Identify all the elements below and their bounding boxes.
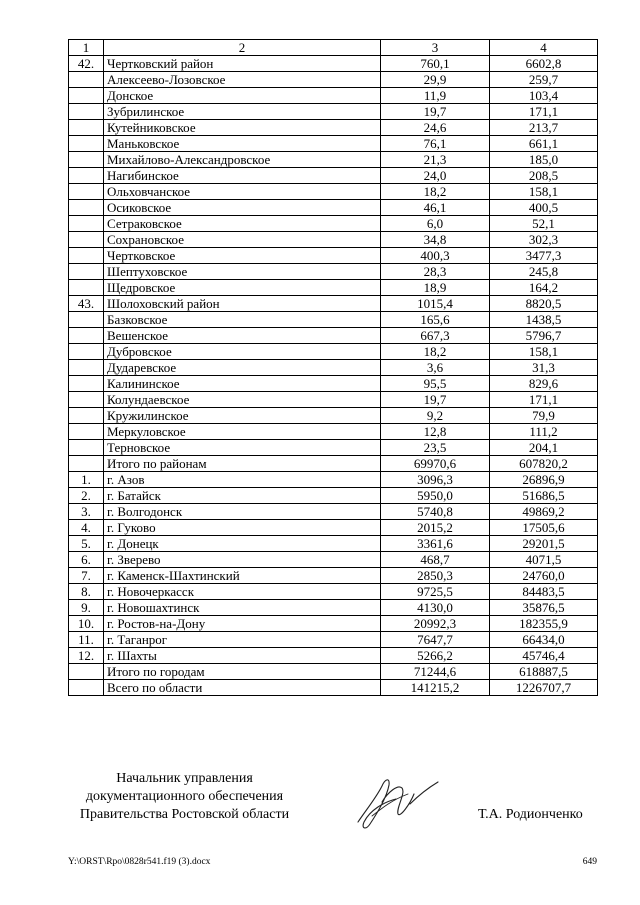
value-col4-cell: 661,1 [490,136,598,152]
row-number-cell: 6. [69,552,104,568]
value-col3-cell: 5740,8 [381,504,490,520]
table-row [69,72,598,88]
value-col3-cell: 29,9 [381,72,490,88]
row-number-cell [69,664,104,680]
row-number-cell [69,328,104,344]
table-row [69,200,598,216]
row-number-cell [69,264,104,280]
value-col4-cell: 208,5 [490,168,598,184]
row-number-cell [69,216,104,232]
name-cell: Сетраковское [104,216,381,232]
table-row [69,568,598,584]
row-number-cell: 42. [69,56,104,72]
value-col4-cell: 245,8 [490,264,598,280]
value-col3-cell: 71244,6 [381,664,490,680]
value-col3-cell: 19,7 [381,392,490,408]
table-body [69,40,598,696]
value-col3-cell: 12,8 [381,424,490,440]
value-col4-cell: 84483,5 [490,584,598,600]
value-col4-cell: 6602,8 [490,56,598,72]
row-number-cell: 8. [69,584,104,600]
name-cell: Калининское [104,376,381,392]
value-col3-cell: 46,1 [381,200,490,216]
name-cell: г. Волгодонск [104,504,381,520]
table-row [69,536,598,552]
value-col3-cell: 4130,0 [381,600,490,616]
row-number-cell [69,456,104,472]
name-cell: г. Гуково [104,520,381,536]
table-row [69,360,598,376]
name-cell: Шолоховский район [104,296,381,312]
name-cell: Кутейниковское [104,120,381,136]
table-row [69,312,598,328]
row-number-cell: 5. [69,536,104,552]
value-col4-cell: 259,7 [490,72,598,88]
value-col4-cell: 31,3 [490,360,598,376]
table-row [69,392,598,408]
value-col4-cell: 111,2 [490,424,598,440]
name-cell: Сохрановское [104,232,381,248]
value-col3-cell: 76,1 [381,136,490,152]
name-cell: Ольховчанское [104,184,381,200]
table-row [69,664,598,680]
name-cell: Всего по области [104,680,381,696]
signature-title-line: документационного обеспечения [85,789,284,804]
row-number-cell: 10. [69,616,104,632]
value-col3-cell: 9725,5 [381,584,490,600]
name-cell: г. Новошахтинск [104,600,381,616]
value-col4-cell: 4071,5 [490,552,598,568]
value-col3-cell: 21,3 [381,152,490,168]
row-number-cell [69,168,104,184]
row-number-cell [69,440,104,456]
value-col3-cell: 2850,3 [381,568,490,584]
row-number-cell [69,72,104,88]
row-number-cell [69,232,104,248]
table-row [69,152,598,168]
table-row [69,600,598,616]
table-row [69,184,598,200]
value-col3-cell: 3096,3 [381,472,490,488]
value-col4-cell: 103,4 [490,88,598,104]
row-number-cell [69,312,104,328]
value-col4-cell: 213,7 [490,120,598,136]
table-row [69,120,598,136]
name-cell: г. Новочеркасск [104,584,381,600]
table-row [69,248,598,264]
value-col3-cell: 34,8 [381,232,490,248]
table-row [69,440,598,456]
value-col3-cell: 468,7 [381,552,490,568]
value-col4-cell: 204,1 [490,440,598,456]
name-cell: г. Батайск [104,488,381,504]
value-col3-cell: 1015,4 [381,296,490,312]
value-col4-cell: 182355,9 [490,616,598,632]
name-cell: Зубрилинское [104,104,381,120]
value-col4-cell: 24760,0 [490,568,598,584]
table-row [69,552,598,568]
value-col4-cell: 49869,2 [490,504,598,520]
table-row [69,584,598,600]
row-number-cell [69,360,104,376]
header-cell-1: 1 [69,40,104,56]
value-col4-cell: 158,1 [490,184,598,200]
row-number-cell: 7. [69,568,104,584]
row-number-cell [69,344,104,360]
value-col4-cell: 52,1 [490,216,598,232]
value-col3-cell: 18,2 [381,344,490,360]
name-cell: Алексеево-Лозовское [104,72,381,88]
value-col3-cell: 28,3 [381,264,490,280]
name-cell: Чертковский район [104,56,381,72]
name-cell: г. Азов [104,472,381,488]
data-table [68,39,598,696]
value-col3-cell: 24,0 [381,168,490,184]
value-col3-cell: 2015,2 [381,520,490,536]
row-number-cell: 1. [69,472,104,488]
value-col3-cell: 141215,2 [381,680,490,696]
row-number-cell [69,424,104,440]
row-number-cell [69,280,104,296]
name-cell: Итого по районам [104,456,381,472]
value-col4-cell: 29201,5 [490,536,598,552]
value-col3-cell: 760,1 [381,56,490,72]
value-col4-cell: 1226707,7 [490,680,598,696]
value-col4-cell: 829,6 [490,376,598,392]
value-col3-cell: 5950,0 [381,488,490,504]
row-number-cell: 43. [69,296,104,312]
page-number: 649 [582,857,597,867]
row-number-cell [69,120,104,136]
value-col4-cell: 158,1 [490,344,598,360]
header-cell-2: 2 [104,40,381,56]
value-col4-cell: 8820,5 [490,296,598,312]
table-row [69,232,598,248]
table-row [69,344,598,360]
name-cell: Итого по городам [104,664,381,680]
value-col3-cell: 69970,6 [381,456,490,472]
name-cell: Маньковское [104,136,381,152]
name-cell: г. Таганрог [104,632,381,648]
table-row [69,88,598,104]
value-col4-cell: 17505,6 [490,520,598,536]
header-cell-4: 4 [490,40,598,56]
value-col4-cell: 3477,3 [490,248,598,264]
value-col3-cell: 23,5 [381,440,490,456]
row-number-cell: 12. [69,648,104,664]
table-row [69,456,598,472]
value-col3-cell: 6,0 [381,216,490,232]
row-number-cell [69,392,104,408]
row-number-cell [69,376,104,392]
row-number-cell [69,680,104,696]
table-row [69,504,598,520]
name-cell: Терновское [104,440,381,456]
table-row [69,136,598,152]
table-row [69,632,598,648]
table-row [69,168,598,184]
value-col3-cell: 667,3 [381,328,490,344]
value-col3-cell: 5266,2 [381,648,490,664]
value-col3-cell: 9,2 [381,408,490,424]
name-cell: Чертковское [104,248,381,264]
table-row [69,296,598,312]
table-row [69,488,598,504]
row-number-cell: 2. [69,488,104,504]
table-row [69,280,598,296]
name-cell: Кружилинское [104,408,381,424]
value-col4-cell: 171,1 [490,104,598,120]
value-col3-cell: 20992,3 [381,616,490,632]
page-footer [68,856,597,868]
signature-title-line: Правительства Ростовской области [79,807,290,822]
name-cell: Осиковское [104,200,381,216]
name-cell: г. Донецк [104,536,381,552]
table-row [69,424,598,440]
value-col3-cell: 11,9 [381,88,490,104]
value-col4-cell: 51686,5 [490,488,598,504]
value-col4-cell: 171,1 [490,392,598,408]
name-cell: Донское [104,88,381,104]
table-row [69,472,598,488]
row-number-cell [69,104,104,120]
value-col3-cell: 3,6 [381,360,490,376]
table-row [69,216,598,232]
value-col4-cell: 185,0 [490,152,598,168]
row-number-cell: 9. [69,600,104,616]
file-path: Y:\ORST\Rpo\0828r541.f19 (3).docx [68,857,211,867]
table-row [69,520,598,536]
row-number-cell [69,248,104,264]
name-cell: Михайлово-Александровское [104,152,381,168]
row-number-cell [69,136,104,152]
name-cell: г. Зверево [104,552,381,568]
handwritten-signature [352,772,440,834]
value-col3-cell: 400,3 [381,248,490,264]
name-cell: Шептуховское [104,264,381,280]
signature-title [62,770,307,824]
value-col3-cell: 165,6 [381,312,490,328]
row-number-cell [69,88,104,104]
value-col3-cell: 7647,7 [381,632,490,648]
value-col4-cell: 45746,4 [490,648,598,664]
value-col4-cell: 164,2 [490,280,598,296]
row-number-cell [69,184,104,200]
name-cell: Нагибинское [104,168,381,184]
row-number-cell [69,408,104,424]
table-row [69,264,598,280]
table-row [69,376,598,392]
row-number-cell: 3. [69,504,104,520]
table-row [69,616,598,632]
value-col4-cell: 26896,9 [490,472,598,488]
value-col4-cell: 66434,0 [490,632,598,648]
signature-title-line: Начальник управления [116,771,253,786]
value-col3-cell: 19,7 [381,104,490,120]
name-cell: Дударевское [104,360,381,376]
name-cell: Колундаевское [104,392,381,408]
value-col4-cell: 35876,5 [490,600,598,616]
value-col3-cell: 95,5 [381,376,490,392]
name-cell: г. Ростов-на-Дону [104,616,381,632]
name-cell: г. Каменск-Шахтинский [104,568,381,584]
value-col3-cell: 3361,6 [381,536,490,552]
table-row [69,408,598,424]
name-cell: Щедровское [104,280,381,296]
value-col3-cell: 18,2 [381,184,490,200]
table-row [69,680,598,696]
table-row [69,56,598,72]
value-col3-cell: 24,6 [381,120,490,136]
value-col4-cell: 302,3 [490,232,598,248]
signer-name: Т.А. Родионченко [478,807,583,822]
value-col3-cell: 18,9 [381,280,490,296]
value-col4-cell: 400,5 [490,200,598,216]
row-number-cell: 4. [69,520,104,536]
name-cell: Базковское [104,312,381,328]
name-cell: Меркуловское [104,424,381,440]
header-cell-3: 3 [381,40,490,56]
value-col4-cell: 618887,5 [490,664,598,680]
table-row [69,648,598,664]
value-col4-cell: 1438,5 [490,312,598,328]
value-col4-cell: 5796,7 [490,328,598,344]
table-header-row [69,40,598,56]
name-cell: г. Шахты [104,648,381,664]
row-number-cell [69,152,104,168]
table-row [69,104,598,120]
row-number-cell [69,200,104,216]
name-cell: Вешенское [104,328,381,344]
value-col4-cell: 79,9 [490,408,598,424]
table-row [69,328,598,344]
row-number-cell: 11. [69,632,104,648]
name-cell: Дубровское [104,344,381,360]
value-col4-cell: 607820,2 [490,456,598,472]
